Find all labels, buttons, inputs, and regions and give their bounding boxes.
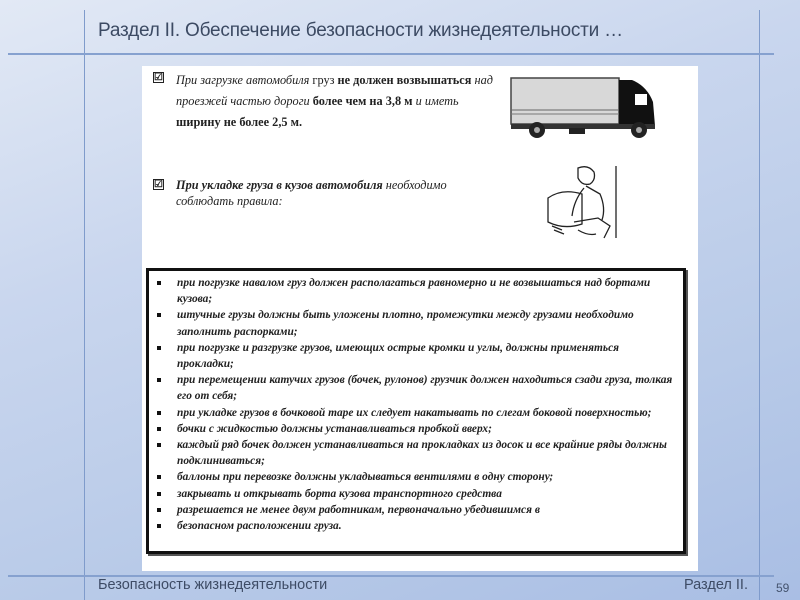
rule-text: при перемещении катучих грузов (бочек, рулонов) грузчик должен находиться сзади груза, толкая его от себя; [177, 374, 673, 403]
rule-item [157, 275, 677, 307]
p1-part: ширину не более 2,5 м. [176, 115, 303, 129]
rule-text: баллоны при перевозке должны укладываться вентилями в одну сторону; [177, 471, 554, 484]
bullet-icon [157, 524, 161, 528]
rule-text: при погрузке и разгрузке грузов, имеющих острые кромки и углы, должны применяться прокладки; [177, 341, 620, 371]
rule-item [157, 437, 677, 469]
bullet-icon [157, 508, 161, 512]
left-guide-line [84, 10, 85, 600]
top-divider [8, 53, 774, 55]
worker-carrying-load-illustration [544, 164, 624, 242]
rule-text: при погрузке навалом груз должен располагаться равномерно и не возвышаться над бортами кузова; [177, 277, 651, 306]
rules-list [149, 271, 683, 534]
rule-item [157, 340, 677, 372]
bullet-icon [157, 411, 161, 415]
p1-part: над проезжей частью дороги [176, 73, 493, 108]
p1-part: При загрузке автомобиля [176, 73, 310, 87]
bullet-icon [157, 492, 161, 496]
rule-item [157, 421, 677, 437]
rule-item [157, 405, 677, 421]
p1-part: более чем на 3,8 м [309, 94, 413, 108]
p1-part: груз [309, 73, 338, 87]
rule-item [157, 372, 677, 404]
rule-text: штучные грузы должны быть уложены плотно, промежутки между грузами необходимо заполнить распорками; [177, 309, 634, 338]
p2-part: При укладке груза в кузов автомобиля [176, 178, 383, 192]
content-picture [142, 66, 698, 571]
bullet-icon [157, 281, 161, 285]
bullet-icon [157, 475, 161, 479]
bullet-icon [157, 313, 161, 317]
rule-item [157, 486, 677, 502]
rule-text: закрывать и открывать борта кузова транспортного средства [177, 487, 502, 500]
rule-item [157, 307, 677, 339]
right-guide-line [759, 10, 760, 600]
rule-text: безопасном расположении груза. [177, 520, 342, 533]
rules-box [146, 268, 686, 554]
bullet-icon [157, 346, 161, 350]
rule-text: каждый ряд бочек должен устанавливаться на прокладках из досок и все крайние ряды должны подклиниваться; [177, 439, 667, 468]
slide-title: Раздел II. Обеспечение безопасности жизнедеятельности … [98, 20, 623, 41]
paragraph-loading-rules [176, 177, 496, 209]
page-number: 59 [776, 581, 790, 595]
rule-item [157, 502, 677, 518]
checkbox-icon: ☑ [154, 179, 163, 190]
footer-section-label: Раздел II. [683, 577, 748, 593]
footer-course-title: Безопасность жизнедеятельности [98, 577, 328, 593]
rule-text: при укладке грузов в бочковой таре их следует накатывать по слегам боковой поверхностью; [177, 406, 652, 419]
rule-text: разрешается не менее двум работникам, первоначально убедившимся в [177, 503, 540, 516]
rule-item [157, 518, 677, 534]
rule-text: бочки с жидкостью должны устанавливаться пробкой вверх; [177, 422, 492, 435]
bullet-icon [157, 378, 161, 382]
bullet-icon [157, 427, 161, 431]
checkbox-icon: ☑ [154, 72, 163, 83]
truck-illustration [507, 72, 667, 142]
rule-item [157, 469, 677, 485]
p2-part: необходимо соблюдать правила: [176, 178, 447, 208]
bullet-icon [157, 443, 161, 447]
p1-part: и иметь [412, 94, 459, 108]
p1-part: не должен возвышаться [337, 73, 472, 87]
paragraph-loading-height [176, 70, 506, 133]
